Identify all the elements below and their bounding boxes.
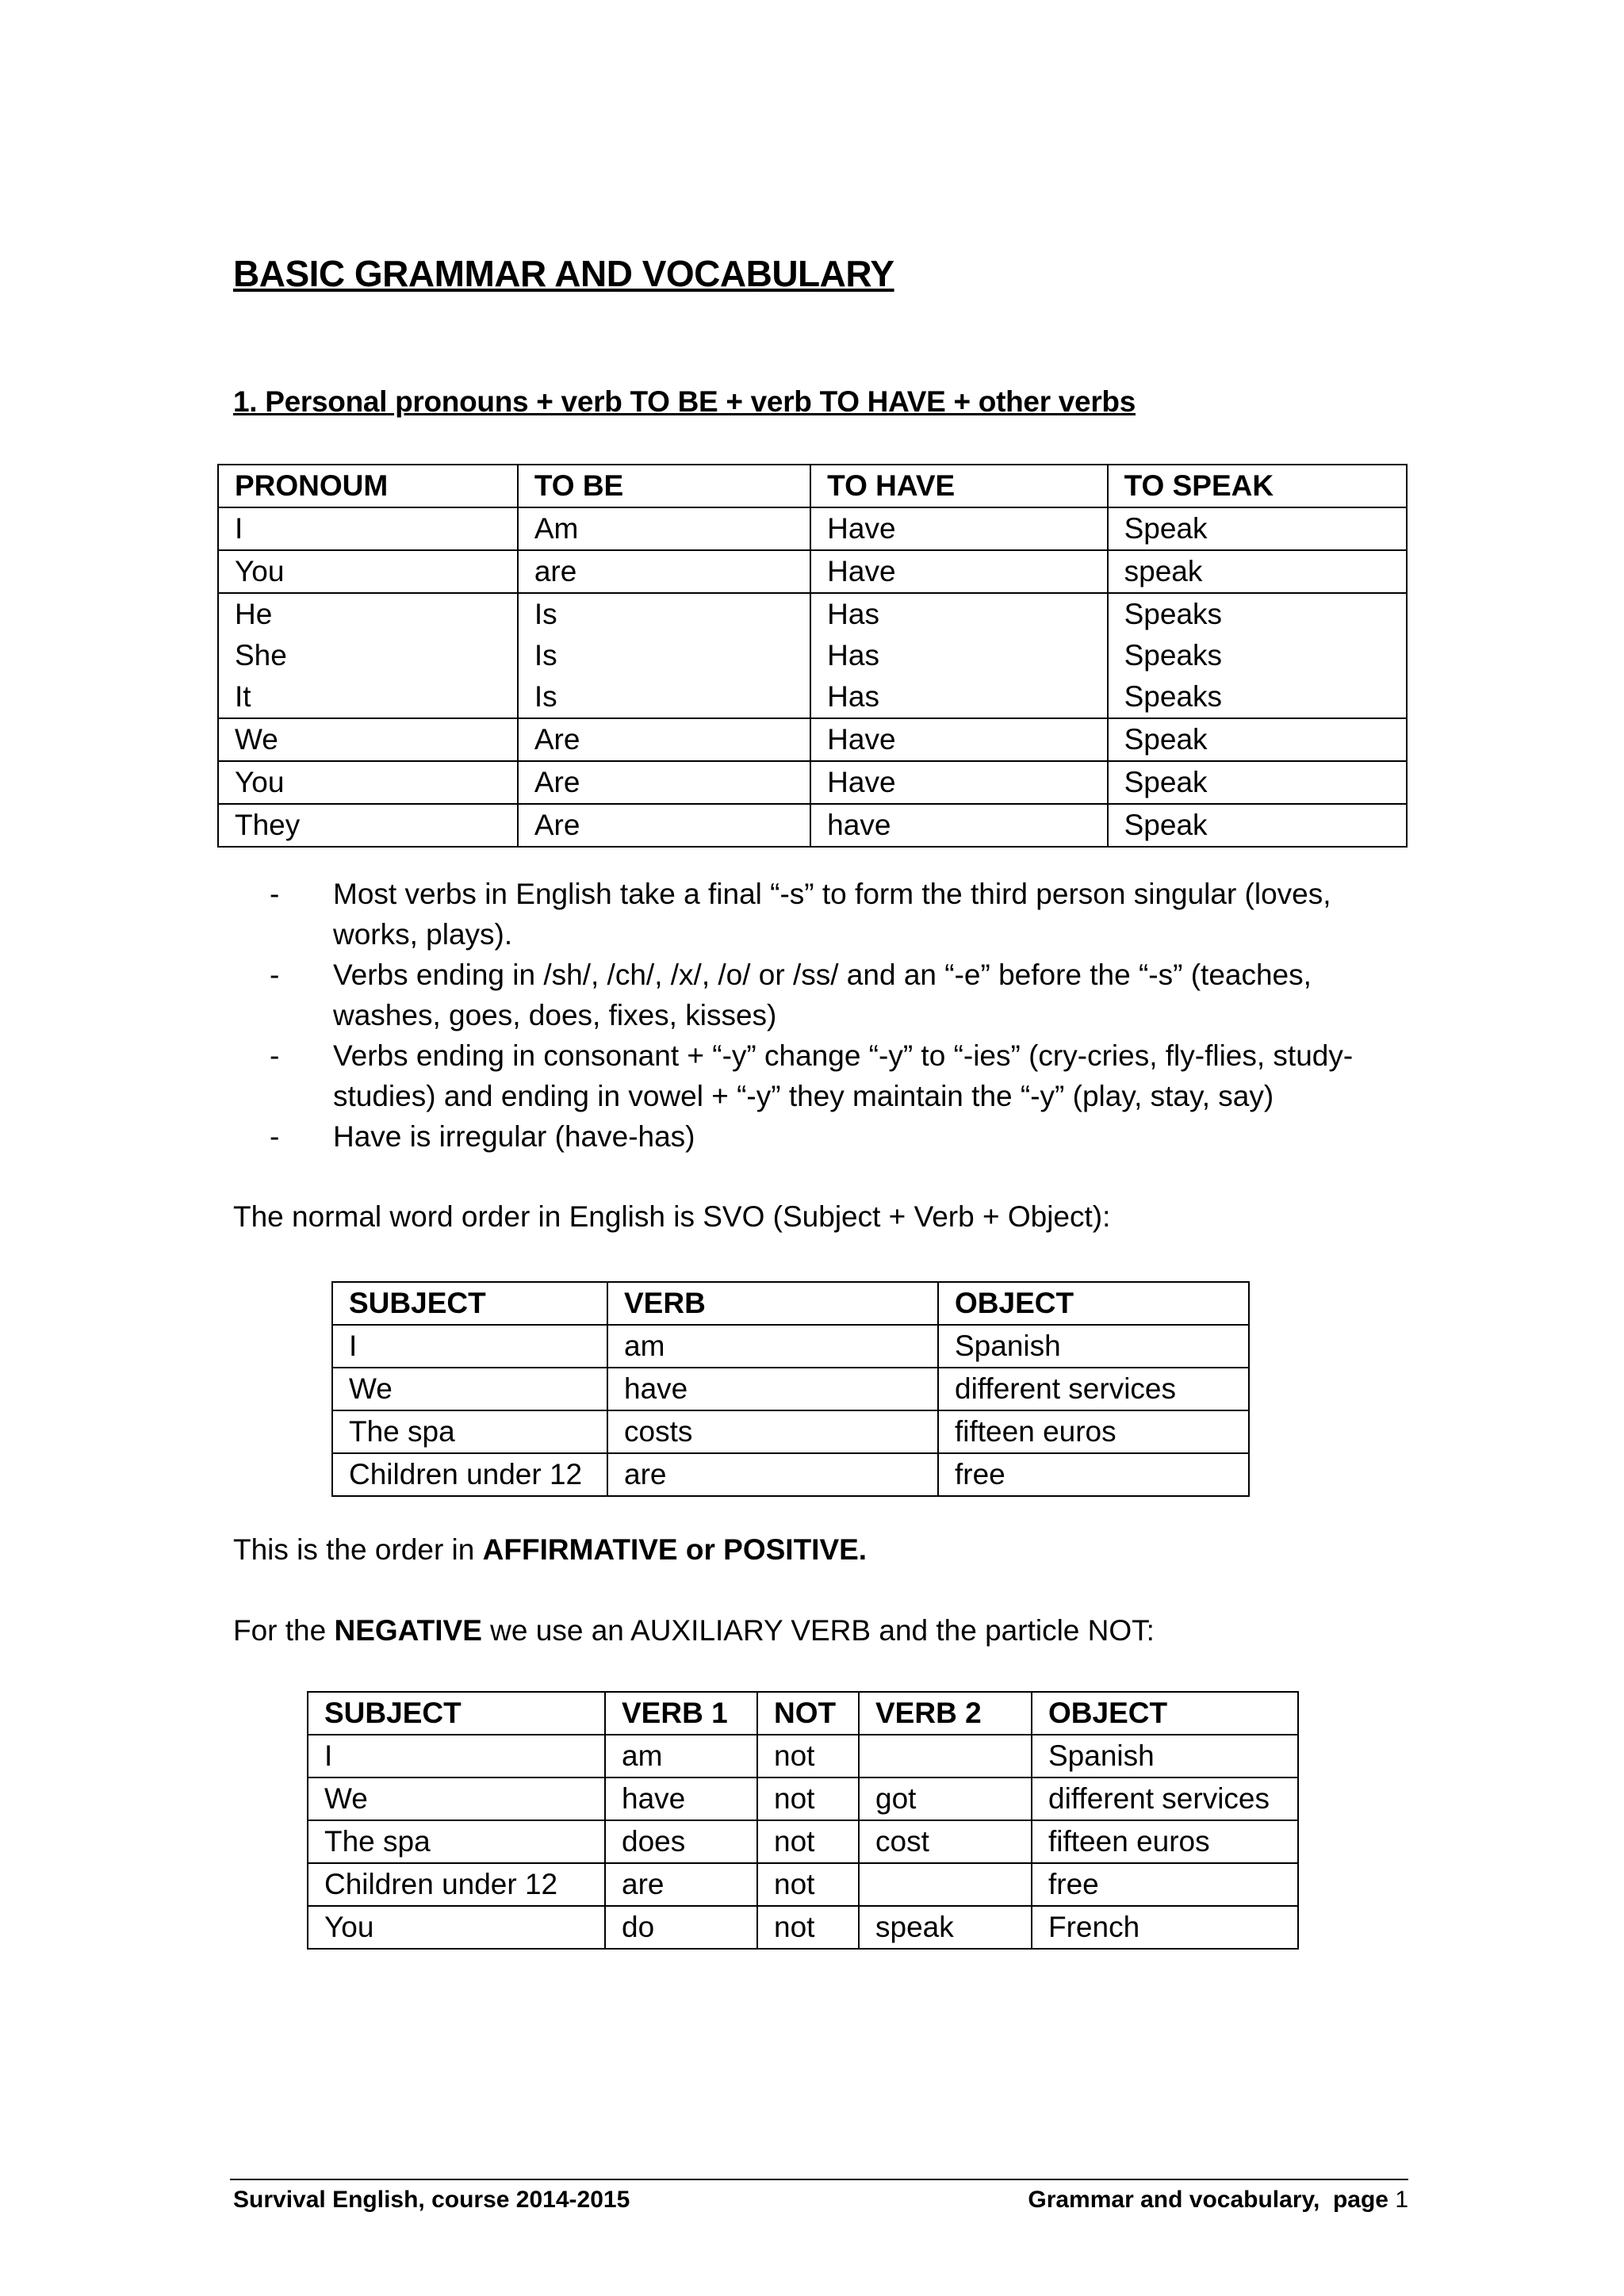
table-cell: You [308,1906,605,1949]
table-cell: am [605,1735,757,1777]
table-cell: She [235,639,287,672]
negative-suffix: we use an AUXILIARY VERB and the particle NOT: [481,1614,1155,1647]
table-row [332,1325,1249,1368]
header-cell: SUBJECT [332,1282,607,1325]
svo-table [331,1281,1250,1497]
table-cell: speak [1108,550,1407,593]
table-cell: Am [518,507,810,550]
footer-page-label: Grammar and vocabulary, page [1028,2187,1396,2213]
list-item-text: Have is irregular (have-has) [333,1120,695,1153]
header-cell: PRONOUM [218,465,518,507]
list-item-text: Verbs ending in /sh/, /ch/, /x/, /o/ or /ss/ and an “-e” before the “-s” (teaches, washes, goes, does, fixes, kisses) [333,959,1312,1031]
table-cell: Speak [1108,507,1407,550]
table-cell: Are [518,761,810,804]
table-cell: The spa [308,1820,605,1863]
table-cell: He [235,598,273,630]
table-cell: Have [810,718,1107,761]
header-cell: VERB 2 [859,1692,1032,1735]
table-cell-group [1108,593,1407,718]
footer-divider [230,2179,1408,2180]
table-cell: We [308,1777,605,1820]
table-cell: They [218,804,518,847]
table-header-row [332,1282,1249,1325]
table-cell: Is [534,639,557,672]
list-item [270,1116,1411,1157]
table-cell: Has [827,639,879,672]
table-cell: Are [518,718,810,761]
table-cell: free [1032,1863,1298,1906]
table-row [218,507,1407,550]
affirmative-note [233,1533,867,1567]
table-cell: Have [810,550,1107,593]
list-item [270,874,1411,955]
header-cell: NOT [757,1692,859,1735]
table-row [332,1410,1249,1453]
table-row [308,1735,1298,1777]
footer-course: Survival English, course 2014-2015 [233,2187,630,2213]
table-cell: have [607,1368,938,1410]
affirmative-prefix: This is the order in [233,1533,483,1566]
table-cell: speak [859,1906,1032,1949]
table-cell: have [605,1777,757,1820]
table-cell: Speaks [1124,680,1223,713]
table-cell: not [757,1735,859,1777]
table-cell: have [810,804,1107,847]
table-cell [859,1863,1032,1906]
table-row [308,1820,1298,1863]
table-cell [859,1735,1032,1777]
table-cell: Speak [1108,718,1407,761]
table-cell: are [518,550,810,593]
table-row [218,761,1407,804]
table-cell: free [938,1453,1249,1496]
table-cell: Are [518,804,810,847]
page-number: 1 [1395,2187,1408,2213]
bullet-dash: - [270,959,280,991]
table-cell: Have [810,507,1107,550]
table-cell: do [605,1906,757,1949]
negative-prefix: For the [233,1614,335,1647]
table-cell: Children under 12 [308,1863,605,1906]
table-cell-group [518,593,810,718]
bullet-dash: - [270,1039,280,1072]
table-cell: costs [607,1410,938,1453]
list-item-text: Verbs ending in consonant + “-y” change “-y” to “-ies” (cry-cries, fly-flies, study-studies) and ending in vowel + “-y” they maintain the “-y” (play, stay, say) [333,1039,1354,1112]
footer-page-info [1028,2187,1408,2214]
list-item [270,955,1411,1035]
verb-conjugation-table [217,464,1408,848]
table-cell: different services [938,1368,1249,1410]
list-item [270,1035,1411,1116]
table-cell: Has [827,680,879,713]
list-item-text: Most verbs in English take a final “-s” to form the third person singular (loves, works, plays). [333,878,1331,951]
negative-bold: NEGATIVE [334,1614,482,1647]
table-cell: We [218,718,518,761]
header-cell: OBJECT [1032,1692,1298,1735]
table-cell: Children under 12 [332,1453,607,1496]
table-cell: You [218,550,518,593]
table-cell: The spa [332,1410,607,1453]
table-cell: Speak [1108,804,1407,847]
table-row-third-person [218,593,1407,718]
table-cell: I [218,507,518,550]
table-row [332,1368,1249,1410]
header-cell: TO SPEAK [1108,465,1407,507]
table-row [308,1777,1298,1820]
affirmative-bold: AFFIRMATIVE or POSITIVE. [482,1533,868,1566]
table-cell: Have [810,761,1107,804]
table-row [332,1453,1249,1496]
table-cell: not [757,1863,859,1906]
document-title: BASIC GRAMMAR AND VOCABULARY [233,253,894,294]
table-header-row [218,465,1407,507]
negative-table [307,1691,1299,1950]
bullet-dash: - [270,1120,280,1153]
table-row [218,550,1407,593]
table-cell: am [607,1325,938,1368]
table-cell: Spanish [938,1325,1249,1368]
table-cell: You [218,761,518,804]
table-cell: Speaks [1124,639,1223,672]
table-cell: fifteen euros [1032,1820,1298,1863]
table-header-row [308,1692,1298,1735]
table-cell: Spanish [1032,1735,1298,1777]
negative-note [233,1614,1155,1647]
header-cell: VERB [607,1282,938,1325]
table-row [218,718,1407,761]
table-row [308,1906,1298,1949]
table-cell: Is [534,680,557,713]
table-cell: French [1032,1906,1298,1949]
header-cell: OBJECT [938,1282,1249,1325]
table-cell: fifteen euros [938,1410,1249,1453]
table-cell: not [757,1777,859,1820]
table-cell: Speaks [1124,598,1223,630]
table-cell-group [810,593,1107,718]
header-cell: TO HAVE [810,465,1107,507]
table-cell: Is [534,598,557,630]
bullet-dash: - [270,878,280,910]
table-cell: different services [1032,1777,1298,1820]
table-cell: cost [859,1820,1032,1863]
table-cell: I [332,1325,607,1368]
table-cell: I [308,1735,605,1777]
table-cell: Speak [1108,761,1407,804]
table-cell-group [218,593,518,718]
table-cell: We [332,1368,607,1410]
grammar-rules-list [270,874,1411,1157]
table-row [308,1863,1298,1906]
table-cell: It [235,680,251,713]
header-cell: TO BE [518,465,810,507]
table-row [218,804,1407,847]
table-cell: Has [827,598,879,630]
word-order-intro: The normal word order in English is SVO (Subject + Verb + Object): [233,1200,1111,1233]
table-cell: are [607,1453,938,1496]
table-cell: not [757,1906,859,1949]
header-cell: SUBJECT [308,1692,605,1735]
table-cell: are [605,1863,757,1906]
table-cell: not [757,1820,859,1863]
table-cell: got [859,1777,1032,1820]
header-cell: VERB 1 [605,1692,757,1735]
section-title: 1. Personal pronouns + verb TO BE + verb TO HAVE + other verbs [233,385,1136,418]
table-cell: does [605,1820,757,1863]
